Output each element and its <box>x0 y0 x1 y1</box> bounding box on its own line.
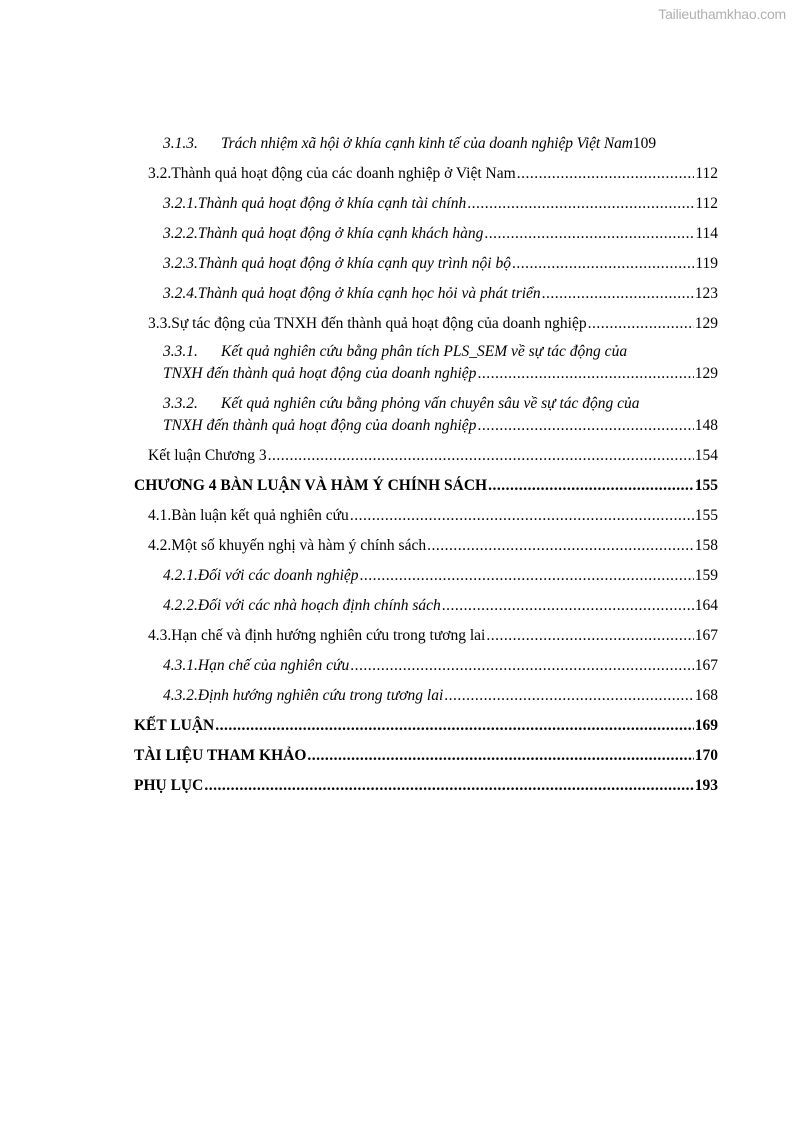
toc-number: 4.2.2. <box>163 597 198 614</box>
toc-leader <box>486 624 693 648</box>
toc-title: Sự tác động của TNXH đến thành quả hoạt động của doanh nghiệp <box>171 315 587 332</box>
toc-entry-tai-lieu-tham-khao[interactable] <box>134 744 718 768</box>
toc-leader <box>588 312 694 336</box>
toc-title: PHỤ LỤC <box>134 777 204 794</box>
toc-page: 119 <box>695 255 718 272</box>
toc-entry-4-2[interactable] <box>148 534 718 558</box>
toc-title: Định hướng nghiên cứu trong tương lai <box>197 687 444 704</box>
toc-page: 170 <box>694 747 718 764</box>
toc-title: Thành quả hoạt động ở khía cạnh tài chính <box>197 195 467 212</box>
toc-title-line1: Kết quả nghiên cứu bằng phân tích PLS_SEM về sự tác động của <box>221 343 628 360</box>
toc-leader <box>484 222 694 246</box>
toc-number: 4.3. <box>148 627 172 644</box>
toc-title: Đối với các nhà hoạch định chính sách <box>197 597 441 614</box>
toc-number: 3.3.1. <box>163 343 198 360</box>
toc-page: 193 <box>694 777 718 794</box>
toc-page: 159 <box>694 567 718 584</box>
toc-leader <box>542 282 694 306</box>
toc-entry-4-3[interactable] <box>148 624 718 648</box>
toc-title: KẾT LUẬN <box>134 717 215 734</box>
toc-page: 168 <box>694 687 718 704</box>
toc-number: 3.2. <box>148 165 172 182</box>
toc-title: Thành quả hoạt động của các doanh nghiệp ở Việt Nam <box>171 165 516 182</box>
toc-number: 4.2. <box>148 537 172 554</box>
toc-page: 129 <box>694 315 718 332</box>
toc-number: 4.1. <box>148 507 172 524</box>
toc-number: 3.2.1. <box>163 195 198 212</box>
toc-page: 164 <box>694 597 718 614</box>
toc-leader <box>477 362 693 386</box>
toc-title: Thành quả hoạt động ở khía cạnh khách hàng <box>197 225 484 242</box>
toc-leader <box>204 774 693 798</box>
toc-entry-4-1[interactable] <box>148 504 718 528</box>
toc-entry-3-3[interactable] <box>148 312 718 336</box>
toc-title: Đối với các doanh nghiệp <box>197 567 359 584</box>
toc-entry-3-2-3[interactable] <box>163 252 718 276</box>
toc-page: 169 <box>694 717 718 734</box>
toc-entry-ket-luan-chuong-3[interactable] <box>148 444 718 468</box>
toc-entry-ket-luan[interactable] <box>134 714 718 738</box>
toc-leader <box>307 744 693 768</box>
watermark: Tailieuthamkhao.com <box>658 6 786 22</box>
toc-leader <box>360 564 694 588</box>
toc-number: 4.3.2. <box>163 687 198 704</box>
toc-leader <box>442 594 694 618</box>
toc-page: 123 <box>694 285 718 302</box>
toc-page: 114 <box>695 225 718 242</box>
toc-number: 3.2.3. <box>163 255 198 272</box>
toc-entry-chuong-4[interactable] <box>134 474 718 498</box>
toc-page: 109 <box>632 135 657 152</box>
toc-leader <box>215 714 694 738</box>
toc-page: 167 <box>694 657 718 674</box>
toc-entry-4-2-2[interactable] <box>163 594 718 618</box>
toc-entry-3-3-2-line1[interactable] <box>163 392 640 416</box>
toc-page: 154 <box>694 447 718 464</box>
toc-entry-3-2-1[interactable] <box>163 192 718 216</box>
toc-entry-4-2-1[interactable] <box>163 564 718 588</box>
toc-title: Hạn chế của nghiên cứu <box>197 657 350 674</box>
toc-title: Kết luận Chương 3 <box>148 447 267 464</box>
toc-page: 129 <box>694 365 718 382</box>
toc-leader <box>467 192 694 216</box>
toc-page: 148 <box>694 417 718 434</box>
toc-title: CHƯƠNG 4 BÀN LUẬN VÀ HÀM Ý CHÍNH SÁCH <box>134 477 488 494</box>
toc-leader <box>488 474 694 498</box>
toc-number: 3.1.3. <box>163 135 198 152</box>
toc-page: 112 <box>695 165 718 182</box>
toc-title: Hạn chế và định hướng nghiên cứu trong tương lai <box>171 627 486 644</box>
toc-title: Thành quả hoạt động ở khía cạnh học hỏi và phát triển <box>197 285 541 302</box>
toc-entry-3-2-4[interactable] <box>163 282 718 306</box>
toc-entry-3-3-1-line2[interactable] <box>163 362 718 386</box>
toc-page: 112 <box>695 195 718 212</box>
toc-leader <box>517 162 695 186</box>
toc-entry-3-1-3[interactable] <box>163 132 718 156</box>
toc-title-line1: Kết quả nghiên cứu bằng phỏng vấn chuyên sâu về sự tác động của <box>221 395 640 412</box>
toc-entry-phu-luc[interactable] <box>134 774 718 798</box>
toc-number: 3.2.2. <box>163 225 198 242</box>
toc-leader <box>477 414 693 438</box>
toc-number: 3.2.4. <box>163 285 198 302</box>
toc-title: TÀI LIỆU THAM KHẢO <box>134 747 307 764</box>
toc-leader <box>268 444 694 468</box>
toc-number: 4.2.1. <box>163 567 198 584</box>
toc-leader <box>444 684 693 708</box>
toc-number: 4.3.1. <box>163 657 198 674</box>
toc-entry-3-3-2-line2[interactable] <box>163 414 718 438</box>
toc-number: 3.3. <box>148 315 172 332</box>
toc-entry-3-2[interactable] <box>148 162 718 186</box>
toc-page: 167 <box>694 627 718 644</box>
toc-title: Thành quả hoạt động ở khía cạnh quy trình nội bộ <box>197 255 511 272</box>
toc-entry-3-3-1-line1[interactable] <box>163 340 627 364</box>
toc-leader <box>350 654 694 678</box>
toc-page: 158 <box>694 537 718 554</box>
toc-entry-3-2-2[interactable] <box>163 222 718 246</box>
toc-page: 155 <box>694 477 718 494</box>
toc-title-line2: TNXH đến thành quả hoạt động của doanh nghiệp <box>163 417 477 434</box>
toc-leader <box>350 504 694 528</box>
toc-title: Một số khuyến nghị và hàm ý chính sách <box>171 537 427 554</box>
toc-title: Bàn luận kết quả nghiên cứu <box>171 507 349 524</box>
toc-entry-4-3-2[interactable] <box>163 684 718 708</box>
toc-entry-4-3-1[interactable] <box>163 654 718 678</box>
toc-title: Trách nhiệm xã hội ở khía cạnh kinh tế của doanh nghiệp Việt Nam <box>221 135 633 152</box>
toc-page: 155 <box>694 507 718 524</box>
toc-leader <box>427 534 694 558</box>
toc-leader <box>512 252 694 276</box>
toc-title-line2: TNXH đến thành quả hoạt động của doanh nghiệp <box>163 365 477 382</box>
toc-number: 3.3.2. <box>163 395 198 412</box>
